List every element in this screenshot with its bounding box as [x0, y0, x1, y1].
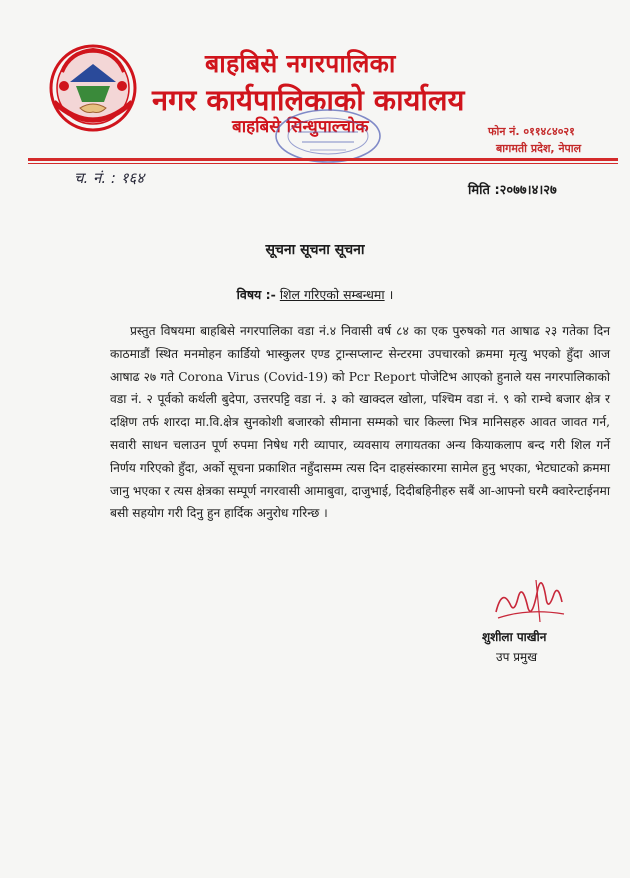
nepal-emblem-icon [40, 42, 146, 134]
header-divider-thin [28, 163, 618, 164]
reference-number: च. नं. : १६४ [74, 169, 145, 187]
org-name-line1: बाहबिसे नगरपालिका [205, 49, 396, 78]
province: बागमती प्रदेश, नेपाल [496, 142, 582, 155]
handwritten-signature-icon [488, 568, 568, 630]
signer-name: शुशीला पाखीन [482, 630, 547, 644]
header-divider [28, 158, 618, 161]
subject-line [0, 286, 630, 303]
subject-label: विषय :- [236, 287, 276, 302]
subject-value: शिल गरिएको सम्बन्धमा [279, 287, 385, 302]
notice-body: प्रस्तुत विषयमा बाहबिसे नगरपालिका वडा नं.४ निवासी वर्ष ८४ का एक पुरुषको गत आषाढ २३ गतेका दिन काठमाडौं स्थित मनमोहन कार्डियो भास्कुलर एण्ड ट्रान्सप्लान्ट सेन्टरमा उपचारको क्रममा मृत्यु भएको हुँदा आज आषाढ २७ गते Corona Virus (Covid-19) को Pcr Report पोजेटिभ आएको हुनाले यस नगरपालिकाको वडा नं. २ पूर्वको कर्थली बुदेपा, उत्तरपट्टि वडा नं. ३ को खाक्दल खोला, पश्चिम वडा नं. ९ को राम्चे बजार क्षेत्र र दक्षिण तर्फ शारदा मा.वि.क्षेत्र सुनकोशी बजारको सीमाना सम्मको चार किल्ला भित्र मानिसहरु आवत जावत गर्न, सवारी साधन चलाउन पूर्ण रुपमा निषेध गरी व्यापार, व्यवसाय लगायतका अन्य कियाकलाप बन्द गरी शिल गर्ने निर्णय गरिएको हुँदा, अर्को सूचना प्रकाशित नहुँदासम्म त्यस दिन दाहसंस्कारमा सामेल हुनु भएका, भेटघाटको क्रममा जानु भएका र त्यस क्षेत्रका सम्पूर्ण नगरवासी आमाबुवा, दाजुभाई, दिदीबहिनीहरु सबैं आ-आफ्नो घरमै क्वारेन्टाईनमा बसी सहयोग गरी दिनु हुन हार्दिक अनुरोध गरिन्छ । [110, 324, 610, 521]
subject-end: । [388, 287, 394, 302]
signer-title: उप प्रमुख [496, 650, 538, 664]
org-name-line2: नगर कार्यपालिकाको कार्यालय [152, 83, 465, 117]
org-address: बाहबिसे सिन्धुपाल्चोक [232, 117, 369, 137]
letter-date: मिति :२०७७।४।२७ [468, 183, 557, 198]
phone-number: फोन नं. ०११४८४०२१ [488, 125, 575, 138]
office-stamp-icon [268, 104, 388, 164]
notice-title: सूचना सूचना सूचना [265, 242, 365, 258]
